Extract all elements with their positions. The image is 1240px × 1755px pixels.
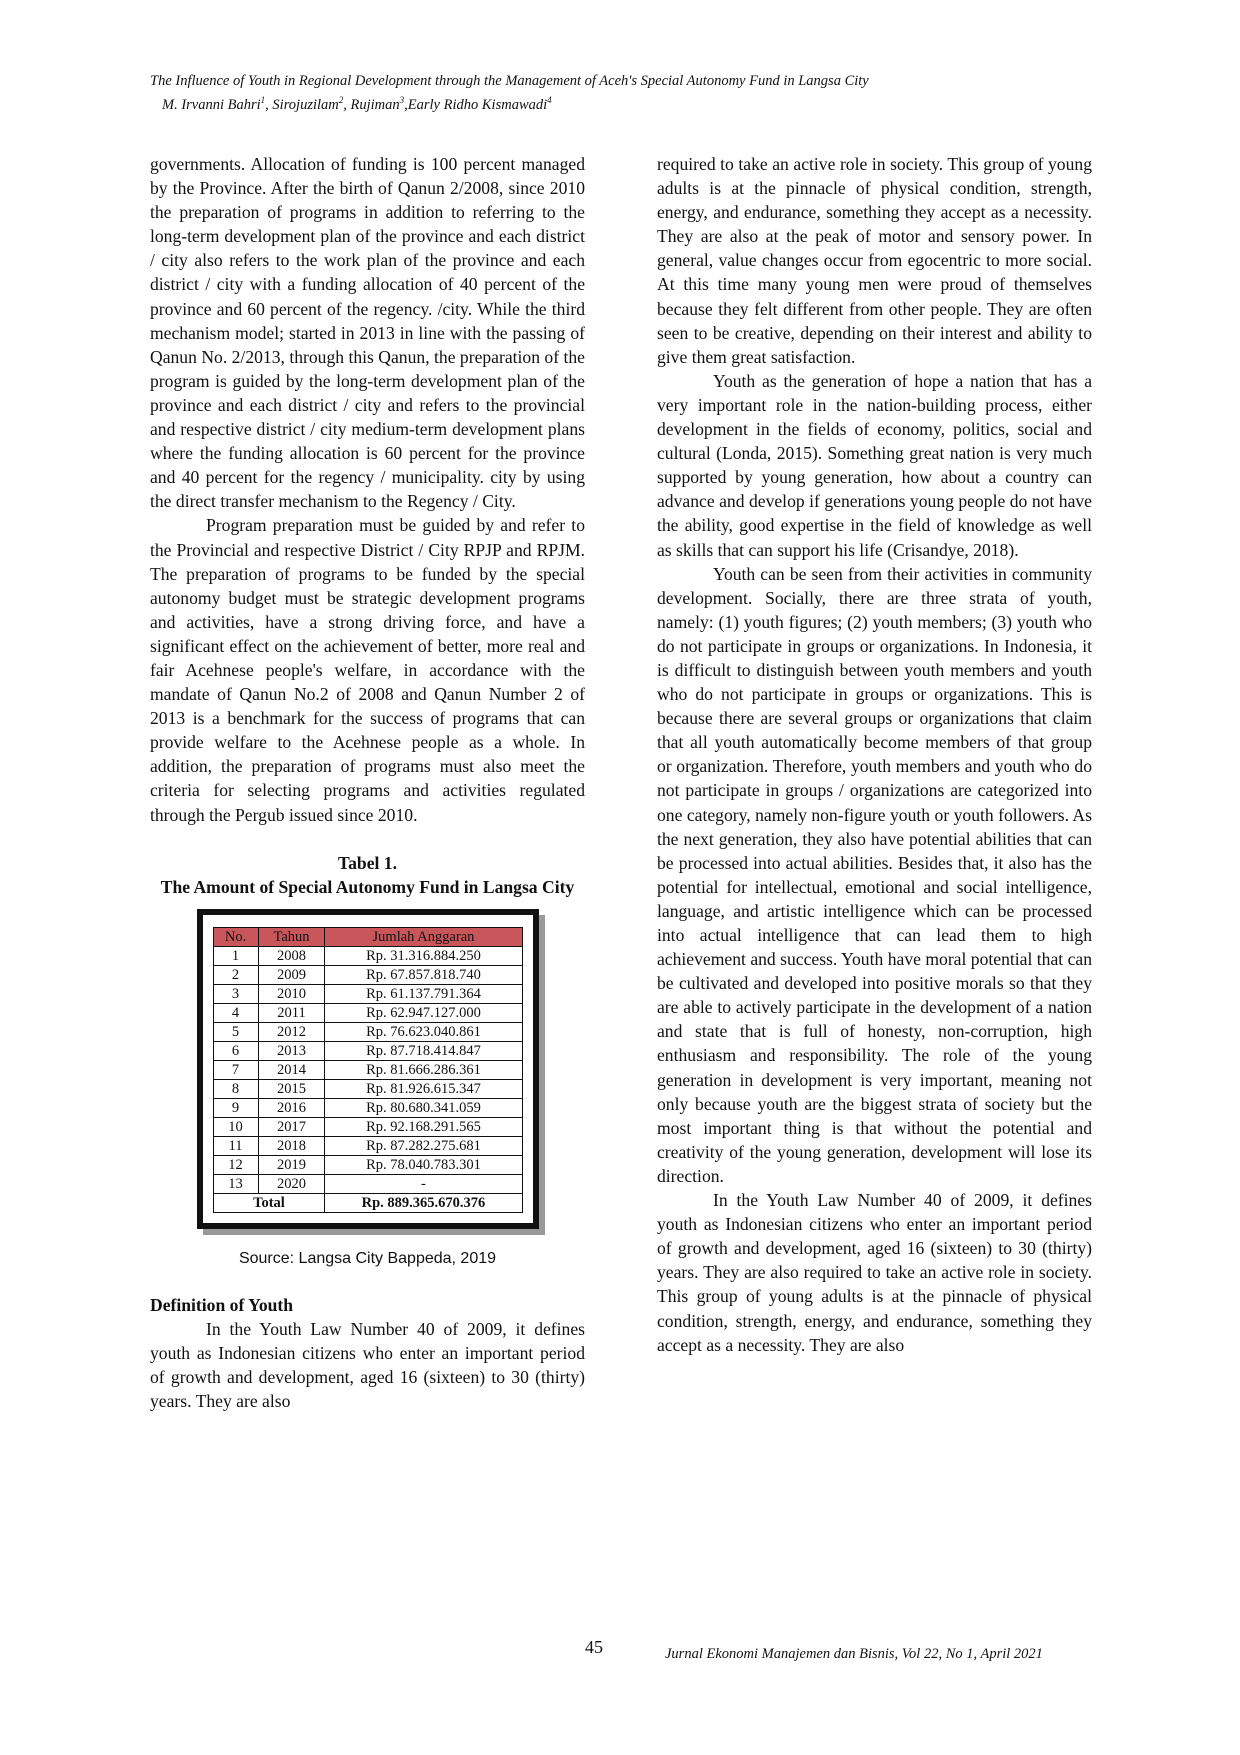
table-row: [213, 946, 522, 965]
table-body: [213, 946, 522, 1193]
right-paragraph-3: Youth can be seen from their activities in community development. Socially, there are three strata of youth, namely: (1) youth figures; (2) youth members; (3) youth who do not participate in groups or organizations. In Indonesia, it is difficult to distinguish between youth members and youth who do not participate in groups or organizations. This is because there are several groups or organizations that claim that all youth automatically become members of that group or organization. Therefore, youth members and youth who do not participate in groups / organizations are categorized into one category, namely non-figure youth or youth followers. As the next generation, they also have potential abilities that can be processed into actual abilities. Besides that, it also has the potential for intellectual, emotional and social intelligence, language, and artistic intelligence which can be processed into actual intelligence that can lead them to high achievement and success. Youth have moral potential that can be cultivated and developed into positive morals so that they are able to actively participate in the development of a nation and state that is full of honesty, non-corruption, high enthusiasm and responsibility. The role of the young generation in development is very important, meaning not only because youth are the biggest strata of society but the most important thing is that without the potential and creativity of the young generation, development will lose its direction.: [657, 563, 1092, 1186]
table-row: [213, 984, 522, 1003]
cell-no: 7: [213, 1060, 258, 1079]
cell-no: 12: [213, 1155, 258, 1174]
right-column: [657, 152, 1092, 1357]
total-value: Rp. 889.365.670.376: [325, 1193, 522, 1212]
cell-no: 8: [213, 1079, 258, 1098]
cell-jumlah: Rp. 81.666.286.361: [325, 1060, 522, 1079]
table-row: [213, 1117, 522, 1136]
table-header-row: [213, 927, 522, 946]
header-jumlah-anggaran: Jumlah Anggaran: [325, 927, 522, 946]
cell-tahun: 2018: [258, 1136, 325, 1155]
header-tahun: Tahun: [258, 927, 325, 946]
table-row: [213, 1155, 522, 1174]
cell-tahun: 2017: [258, 1117, 325, 1136]
author-4-sup: 4: [547, 95, 552, 105]
cell-no: 11: [213, 1136, 258, 1155]
cell-jumlah: Rp. 80.680.341.059: [325, 1098, 522, 1117]
cell-no: 9: [213, 1098, 258, 1117]
table-row: [213, 1041, 522, 1060]
cell-tahun: 2009: [258, 965, 325, 984]
cell-no: 3: [213, 984, 258, 1003]
cell-no: 13: [213, 1174, 258, 1193]
total-label: Total: [213, 1193, 325, 1212]
section-heading: Definition of Youth: [150, 1294, 294, 1315]
cell-no: 5: [213, 1022, 258, 1041]
cell-jumlah: -: [325, 1174, 522, 1193]
left-paragraph-3: In the Youth Law Number 40 of 2009, it defines youth as Indonesian citizens who enter an important period of growth and development, aged 16 (sixteen) to 30 (thirty) years. They are also: [150, 1319, 585, 1412]
table-row: [213, 1022, 522, 1041]
cell-tahun: 2008: [258, 946, 325, 965]
header-title: The Influence of Youth in Regional Development through the Management of Aceh's Special Autonomy Fund in Langsa City: [150, 73, 869, 89]
cell-tahun: 2016: [258, 1098, 325, 1117]
cell-jumlah: Rp. 61.137.791.364: [325, 984, 522, 1003]
table-frame: [197, 909, 539, 1229]
cell-tahun: 2012: [258, 1022, 325, 1041]
right-paragraph-2: Youth as the generation of hope a nation that has a very important role in the nation-building process, either development in the fields of economy, politics, social and cultural (Londa, 2015). Something great nation is very much supported by young generation, how about a country can advance and develop if generations young people do not have the ability, good expertise in the field of knowledge as well as skills that can support his life (Crisandye, 2018).: [657, 370, 1092, 560]
journal-citation: Jurnal Ekonomi Manajemen dan Bisnis, Vol 22, No 1, April 2021: [665, 1646, 1043, 1662]
cell-tahun: 2020: [258, 1174, 325, 1193]
author-2: , Sirojuzilam: [265, 96, 339, 113]
table-row: [213, 1079, 522, 1098]
cell-jumlah: Rp. 31.316.884.250: [325, 946, 522, 965]
left-column: [150, 152, 585, 1413]
cell-jumlah: Rp. 92.168.291.565: [325, 1117, 522, 1136]
header-authors: [150, 91, 869, 115]
right-paragraph-1: required to take an active role in society. This group of young adults is at the pinnacle of physical condition, strength, energy, and endurance, something they accept as a necessity. They are also at the peak of motor and sensory power. In general, value changes occur from egocentric to more social. At this time many young men were proud of themselves because they felt different from other people. They are often seen to be creative, depending on their interest and ability to give them great satisfaction.: [657, 154, 1092, 367]
author-2-sup: 2: [338, 95, 344, 105]
table-row: [213, 965, 522, 984]
cell-jumlah: Rp. 87.282.275.681: [325, 1136, 522, 1155]
cell-jumlah: Rp. 76.623.040.861: [325, 1022, 522, 1041]
cell-tahun: 2015: [258, 1079, 325, 1098]
table-row: [213, 1003, 522, 1022]
table-total-row: [213, 1193, 522, 1212]
table-row: [213, 1060, 522, 1079]
cell-jumlah: Rp. 78.040.783.301: [325, 1155, 522, 1174]
cell-no: 1: [213, 946, 258, 965]
cell-no: 2: [213, 965, 258, 984]
table-source: Source: Langsa City Bappeda, 2019: [238, 1249, 497, 1267]
cell-jumlah: Rp. 67.857.818.740: [325, 965, 522, 984]
table-caption: [150, 851, 585, 899]
cell-jumlah: Rp. 81.926.615.347: [325, 1079, 522, 1098]
header-no: No.: [213, 927, 258, 946]
right-paragraph-4: In the Youth Law Number 40 of 2009, it defines youth as Indonesian citizens who enter an important period of growth and development, aged 16 (sixteen) to 30 (thirty) years. They are also required to take an active role in society. This group of young adults is at the pinnacle of physical condition, strength, energy, and endurance, something they accept as a necessity. They are also: [657, 1190, 1092, 1355]
author-1-sup: 1: [260, 95, 266, 105]
cell-tahun: 2010: [258, 984, 325, 1003]
author-1: M. Irvanni Bahri: [162, 96, 261, 113]
cell-jumlah: Rp. 62.947.127.000: [325, 1003, 522, 1022]
author-3-sup: 3: [399, 95, 405, 105]
cell-tahun: 2019: [258, 1155, 325, 1174]
cell-tahun: 2013: [258, 1041, 325, 1060]
cell-tahun: 2011: [258, 1003, 325, 1022]
running-header: [150, 72, 869, 115]
page-number: 45: [585, 1637, 603, 1657]
author-4: ,Early Ridho Kismawadi: [404, 96, 548, 113]
cell-jumlah: Rp. 87.718.414.847: [325, 1041, 522, 1060]
cell-no: 4: [213, 1003, 258, 1022]
table-row: [213, 1174, 522, 1193]
author-3: , Rujiman: [343, 96, 400, 113]
table-row: [213, 1098, 522, 1117]
left-paragraph-1: governments. Allocation of funding is 100 percent managed by the Province. After the birth of Qanun 2/2008, since 2010 the preparation of programs in addition to referring to the long-term development plan of the province and each district / city also refers to the work plan of the province and each district / city with a funding allocation of 40 percent of the province and 60 percent of the regency. /city. While the third mechanism model; started in 2013 in line with the passing of Qanun No. 2/2013, through this Qanun, the preparation of the program is guided by the long-term development plan of the province and each district / city and refers to the provincial and respective district / city medium-term development plans where the funding allocation is 60 percent for the province and 40 percent for the regency / municipality. city by using the direct transfer mechanism to the Regency / City.: [150, 154, 585, 512]
table-caption-title: The Amount of Special Autonomy Fund in Langsa City: [160, 876, 575, 897]
table-caption-number: Tabel 1.: [338, 852, 397, 873]
cell-tahun: 2014: [258, 1060, 325, 1079]
left-paragraph-2: Program preparation must be guided by and refer to the Provincial and respective District / City RPJP and RPJM. The preparation of programs to be funded by the special autonomy budget must be strategic development programs and activities, have a strong driving force, and have a significant effect on the achievement of better, more real and fair Acehnese people's welfare, in accordance with the mandate of Qanun No.2 of 2008 and Qanun Number 2 of 2013 is a benchmark for the success of programs that can provide welfare to the Acehnese people as a whole. In addition, the preparation of programs must also meet the criteria for selecting programs and activities regulated through the Pergub issued since 2010.: [150, 515, 585, 825]
cell-no: 10: [213, 1117, 258, 1136]
cell-no: 6: [213, 1041, 258, 1060]
autonomy-fund-table: [213, 927, 523, 1213]
table-row: [213, 1136, 522, 1155]
